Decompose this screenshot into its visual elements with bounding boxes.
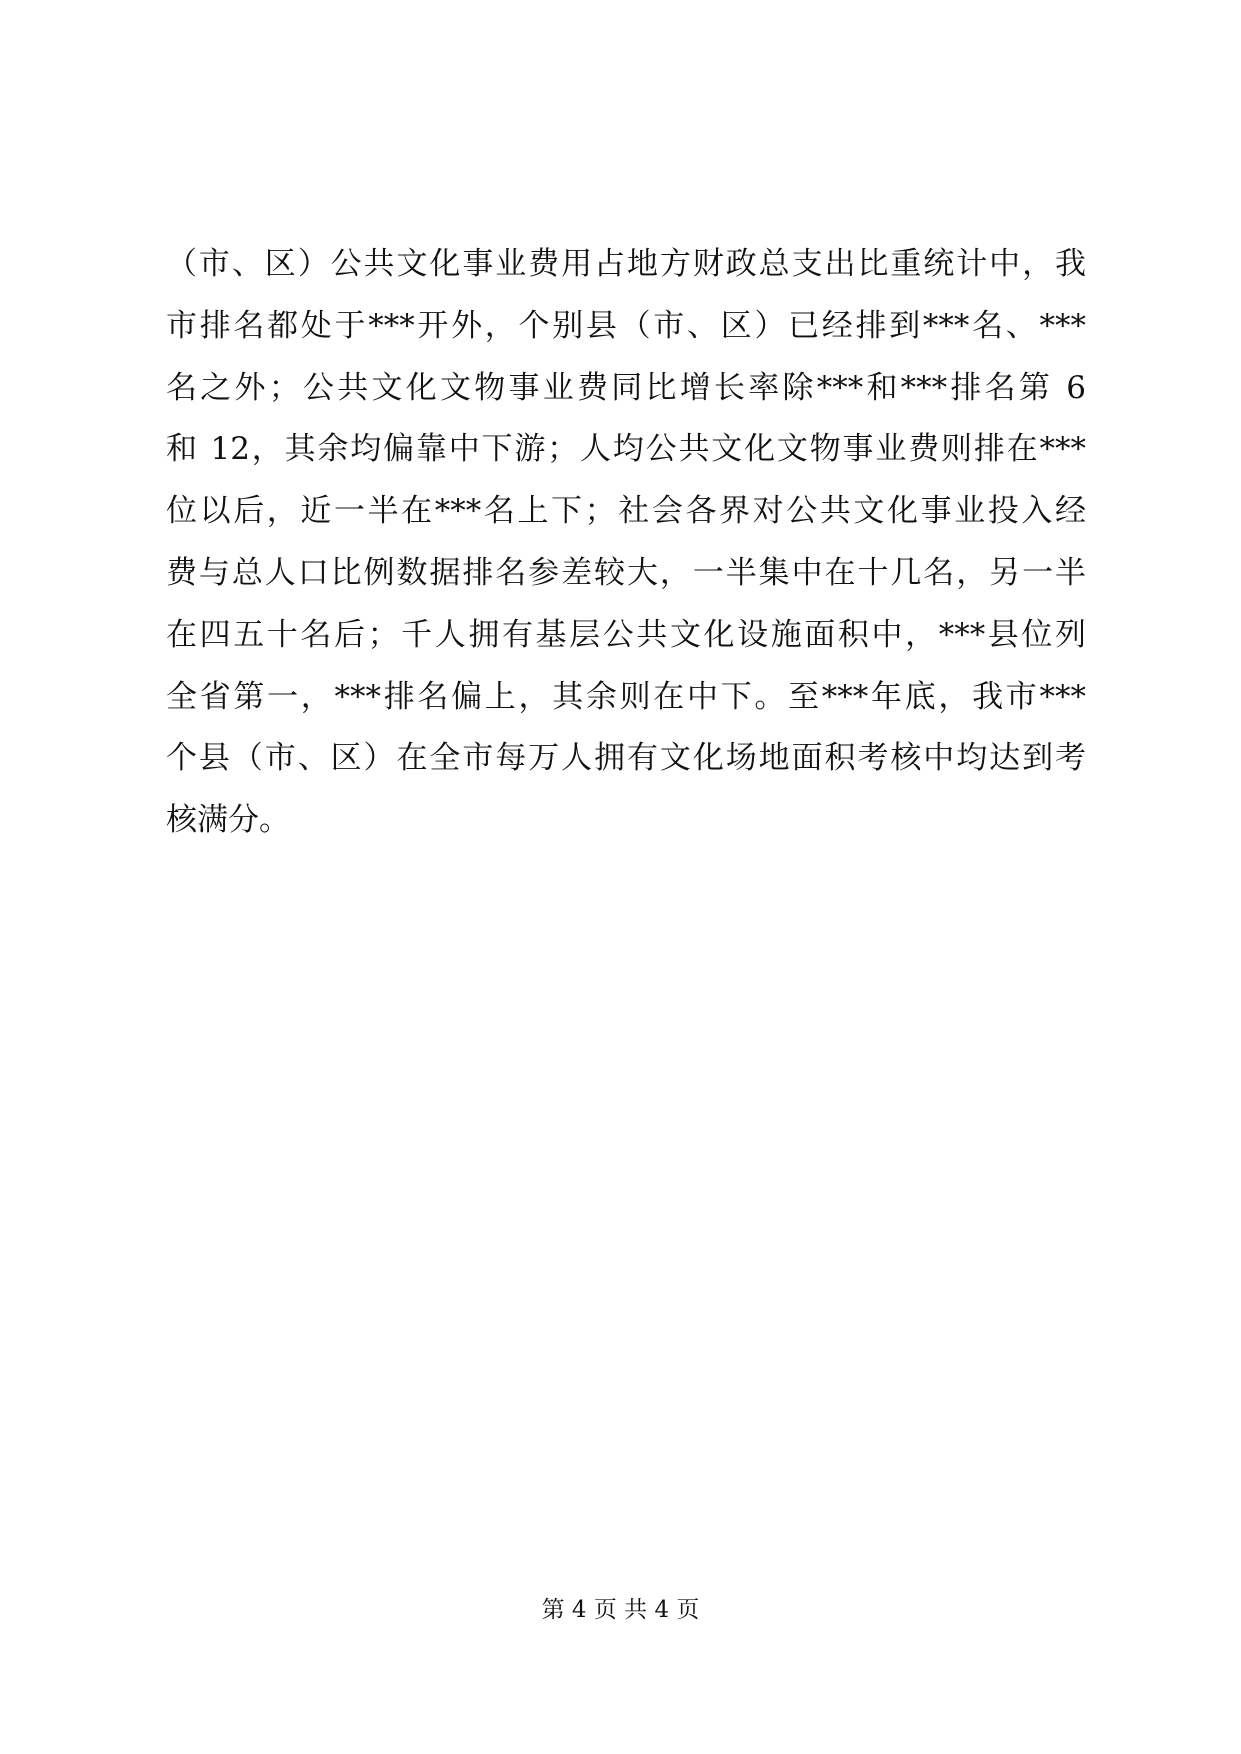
- text-line: 个县（市、区）在全市每万人拥有文化场地面积考核中均达到考: [166, 740, 1086, 777]
- text-line: 在四五十名后；千人拥有基层公共文化设施面积中，***县位列: [166, 616, 1086, 653]
- text-line: 名之外；公共文化文物事业费同比增长率除***和***排名第 6: [166, 369, 1086, 406]
- text-line: （市、区）公共文化事业费用占地方财政总支出比重统计中，我: [166, 246, 1086, 282]
- text-line: 核满分。: [166, 802, 290, 839]
- page-number: 第 4 页 共 4 页: [541, 1597, 700, 1623]
- text-line: 位以后，近一半在***名上下；社会各界对公共文化事业投入经: [166, 493, 1086, 530]
- text-line: 和 12，其余均偏靠中下游；人均公共文化文物事业费则排在***: [166, 431, 1086, 468]
- text-line: 市排名都处于***开外，个别县（市、区）已经排到***名、***: [166, 307, 1086, 344]
- text-line: 全省第一，***排名偏上，其余则在中下。至***年底，我市***: [166, 678, 1086, 715]
- text-line: 费与总人口比例数据排名参差较大，一半集中在十几名，另一半: [166, 554, 1086, 591]
- page-footer: [0, 1593, 1241, 1627]
- body-paragraph: [166, 234, 1086, 852]
